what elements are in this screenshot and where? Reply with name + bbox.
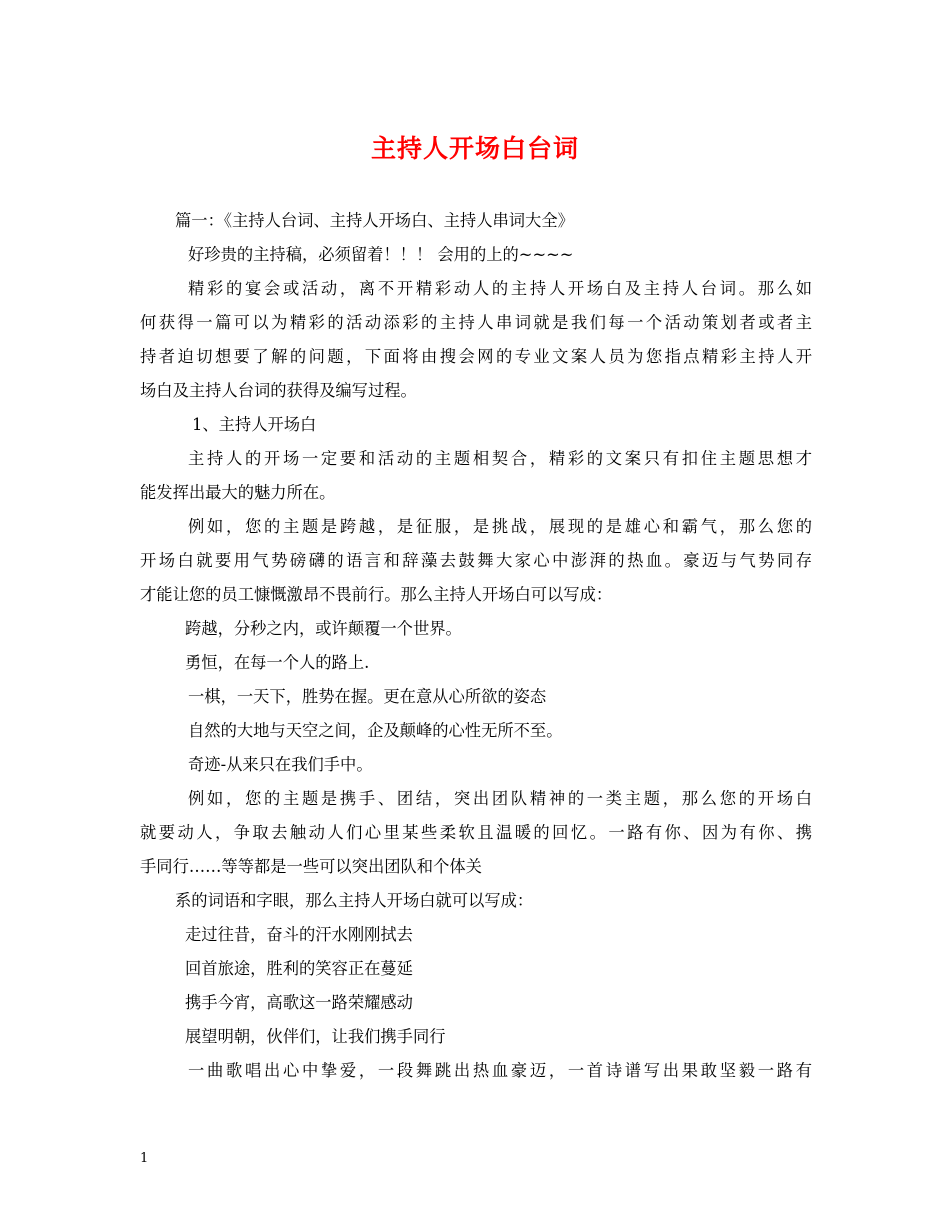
text-line: 一棋，一天下，胜势在握。更在意从心所欲的姿态 [188, 687, 547, 706]
text-line: 就要动人，争取去触动人们心里某些柔软且温暖的回忆。一路有你、因为有你、携 [140, 823, 812, 842]
text-line: 精彩的宴会或活动，离不开精彩动人的主持人开场白及主持人台词。那么如 [188, 279, 812, 298]
text-line: 开场白就要用气势磅礴的语言和辞藻去鼓舞大家心中澎湃的热血。豪迈与气势同存 [140, 551, 812, 570]
text-line: 走过往昔，奋斗的汗水刚刚拭去 [185, 925, 413, 944]
text-line: 好珍贵的主持稿，必须留着！！！ 会用的上的~~~~ [188, 245, 574, 264]
text-line: 跨越，分秒之内，或许颠覆一个世界。 [185, 619, 462, 638]
text-line: 才能让您的员工慷慨激昂不畏前行。那么主持人开场白可以写成： [140, 585, 613, 604]
text-line: 系的词语和字眼，那么主持人开场白就可以写成： [175, 891, 534, 910]
page-number: 1 [140, 1151, 149, 1166]
text-line: 携手今宵，高歌这一路荣耀感动 [185, 993, 413, 1012]
text-line: 例如，您的主题是携手、团结，突出团队精神的一类主题，那么您的开场白 [188, 789, 812, 808]
text-line: 勇恒，在每一个人的路上. [185, 653, 370, 672]
text-line: 1、主持人开场白 [192, 415, 317, 434]
text-line: 自然的大地与天空之间，企及颠峰的心性无所不至。 [188, 721, 563, 740]
document-body [140, 204, 812, 1088]
text-line: 何获得一篇可以为精彩的活动添彩的主持人串词就是我们每一个活动策划者或者主 [140, 313, 812, 332]
text-line: 一曲歌唱出心中挚爱，一段舞跳出热血豪迈，一首诗谱写出果敢坚毅一路有 [188, 1061, 812, 1080]
text-line: 展望明朝，伙伴们，让我们携手同行 [185, 1027, 446, 1046]
text-line: 场白及主持人台词的获得及编写过程。 [140, 381, 417, 400]
document-title: 主持人开场白台词 [370, 134, 579, 163]
text-line: 例如，您的主题是跨越，是征服，是挑战，展现的是雄心和霸气，那么您的 [188, 517, 812, 536]
text-line: 回首旅途，胜利的笑容正在蔓延 [185, 959, 413, 978]
text-line: 篇一：《主持人台词、主持人开场白、主持人串词大全》 [175, 211, 574, 230]
text-line: 持者迫切想要了解的问题，下面将由搜会网的专业文案人员为您指点精彩主持人开 [140, 347, 812, 366]
text-line: 手同行……等等都是一些可以突出团队和个体关 [140, 857, 482, 876]
text-line: 能发挥出最大的魅力所在。 [140, 483, 336, 502]
text-line: 奇迹-从来只在我们手中。 [188, 755, 373, 774]
text-line: 主持人的开场一定要和活动的主题相契合，精彩的文案只有扣住主题思想才 [188, 449, 812, 468]
